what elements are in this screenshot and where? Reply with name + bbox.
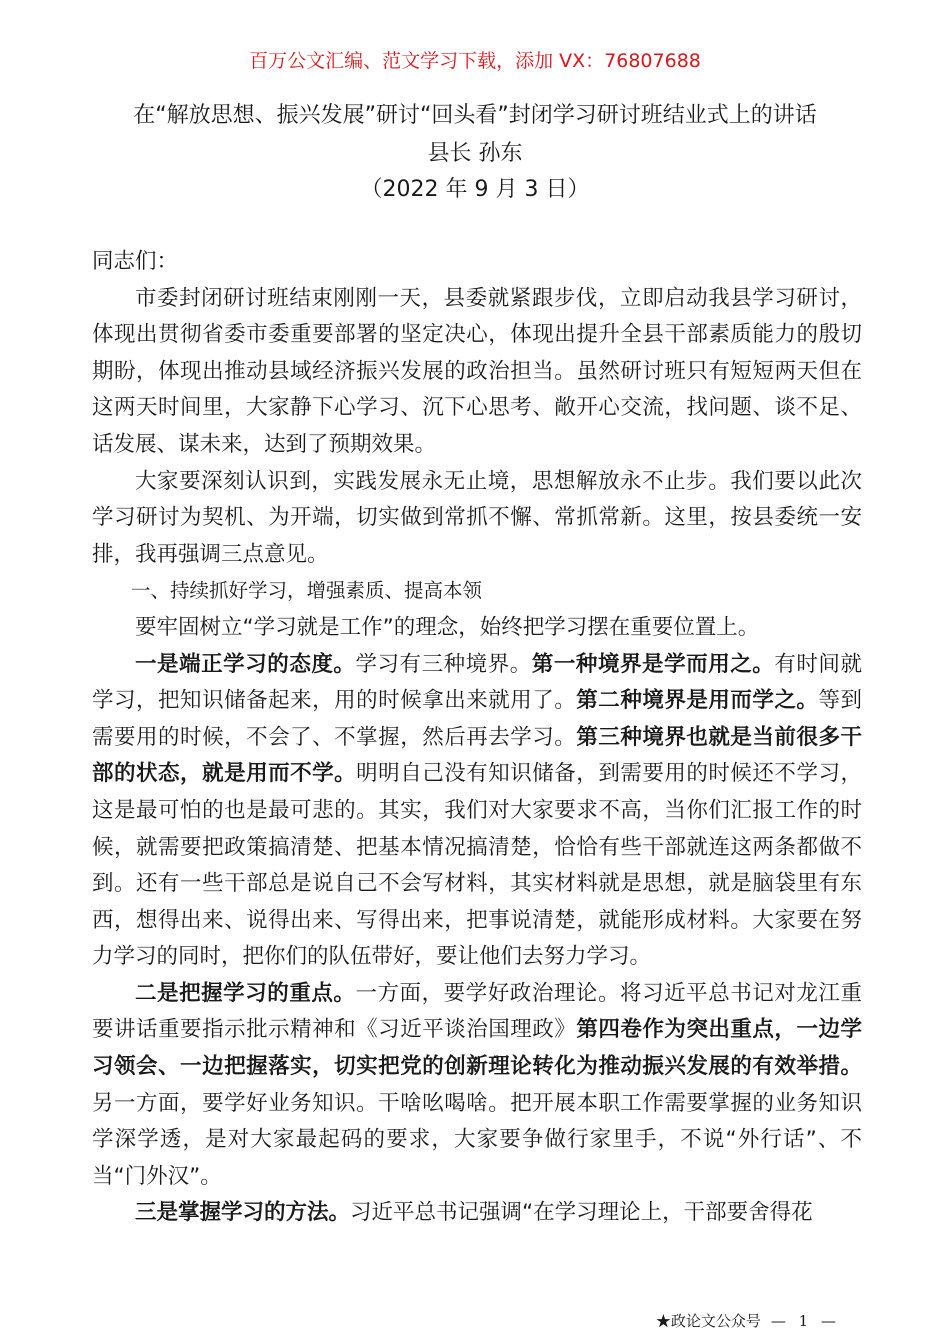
section-heading: 一、持续抓好学习，增强素质、提高本领 bbox=[131, 579, 483, 603]
footer-source: ★政论文公众号 bbox=[655, 1312, 761, 1330]
bold-text: 第一种境界是学而用之。 bbox=[531, 651, 775, 677]
author-line: 县长 孙东 bbox=[427, 141, 523, 166]
page-number: — 1 — bbox=[770, 1312, 840, 1330]
document-body bbox=[92, 244, 862, 1232]
text-run: 习近平总书记强调“在学习理论上，干部要舍得花 bbox=[350, 1200, 813, 1226]
document-title: 在“解放思想、振兴发展”研讨“回头看”封闭学习研讨班结业式上的讲话 bbox=[133, 103, 817, 128]
paragraph bbox=[92, 647, 862, 976]
bold-text: 第四卷作为突出重点，一边学习领会、一边把握落实，切实把党的创新理论转化为推动振兴发展的有效举措。 bbox=[92, 1017, 862, 1080]
text-run: 明明自己没有知识储备，到需要用的时候还不学习，这是最可怕的也是最可悲的。其实，我们对大家要求不高，当你们汇报工作的时候，就需要把政策搞清楚、把基本情况搞清楚，恰恰有些干部就连这两条都做不到。还有一些干部总是说自己不会写材料，其实材料就是思想，就是脑袋里有东西，想得出来、说得出来、写得出来，把事说清楚，就能形成材料。大家要在努力学习的同时，把你们的队伍带好，要让他们去努力学习。 bbox=[92, 761, 862, 970]
date-line: （2022 年 9 月 3 日） bbox=[360, 177, 590, 202]
paragraph bbox=[92, 976, 862, 1196]
text-run: 等到需要用的时候，不会了、不掌握，然后再去学习。 bbox=[92, 688, 862, 750]
text-run: 另一方面，要学好业务知识。干啥吆喝啥。把开展本职工作需要掌握的业务知识学深学透，是对大家最起码的要求，大家要争做行家里手，不说“外行话”、不当“门外汉”。 bbox=[92, 1090, 862, 1189]
salutation: 同志们： bbox=[92, 249, 179, 274]
bold-text: 第二种境界是用而学之。 bbox=[576, 688, 819, 714]
page-footer bbox=[656, 1310, 840, 1331]
bold-text: 一是端正学习的态度。 bbox=[135, 651, 356, 677]
watermark-banner: 百万公文汇编、范文学习下载，添加 VX：76807688 bbox=[249, 50, 701, 72]
paragraph: 要牢固树立“学习就是工作”的理念，始终把学习摆在重要位置上。 bbox=[135, 614, 760, 640]
text-run: 有时间就学习，把知识储备起来，用的时候拿出来就用了。 bbox=[92, 651, 862, 714]
paragraph: 市委封闭研讨班结束刚刚一天，县委就紧跟步伐，立即启动我县学习研讨，体现出贯彻省委市委重要部署的坚定决心，体现出提升全县干部素质能力的殷切期盼，体现出推动县域经济振兴发展的政治担当。虽然研讨班只有短短两天但在这两天时间里，大家静下心学习、沉下心思考、敞开心交流，找问题、谈不足、话发展、谋未来，达到了预期效果。 bbox=[92, 285, 862, 457]
bold-text: 三是掌握学习的方法。 bbox=[135, 1200, 351, 1226]
bold-text: 第三种境界也就是当前很多干部的状态，就是用而不学。 bbox=[92, 724, 862, 787]
text-run: 一方面，要学好政治理论。将习近平总书记对龙江重要讲话重要指示批示精神和《习近平谈治国理政》 bbox=[92, 980, 862, 1043]
paragraph: 大家要深刻认识到，实践发展永无止境，思想解放永不止步。我们要以此次学习研讨为契机、为开端，切实做到常抓不懈、常抓常新。这里，按县委统一安排，我再强调三点意见。 bbox=[92, 468, 862, 567]
paragraph bbox=[92, 1195, 862, 1232]
text-run: 学习有三种境界。 bbox=[355, 651, 532, 677]
bold-text: 二是把握学习的重点。 bbox=[135, 980, 356, 1006]
